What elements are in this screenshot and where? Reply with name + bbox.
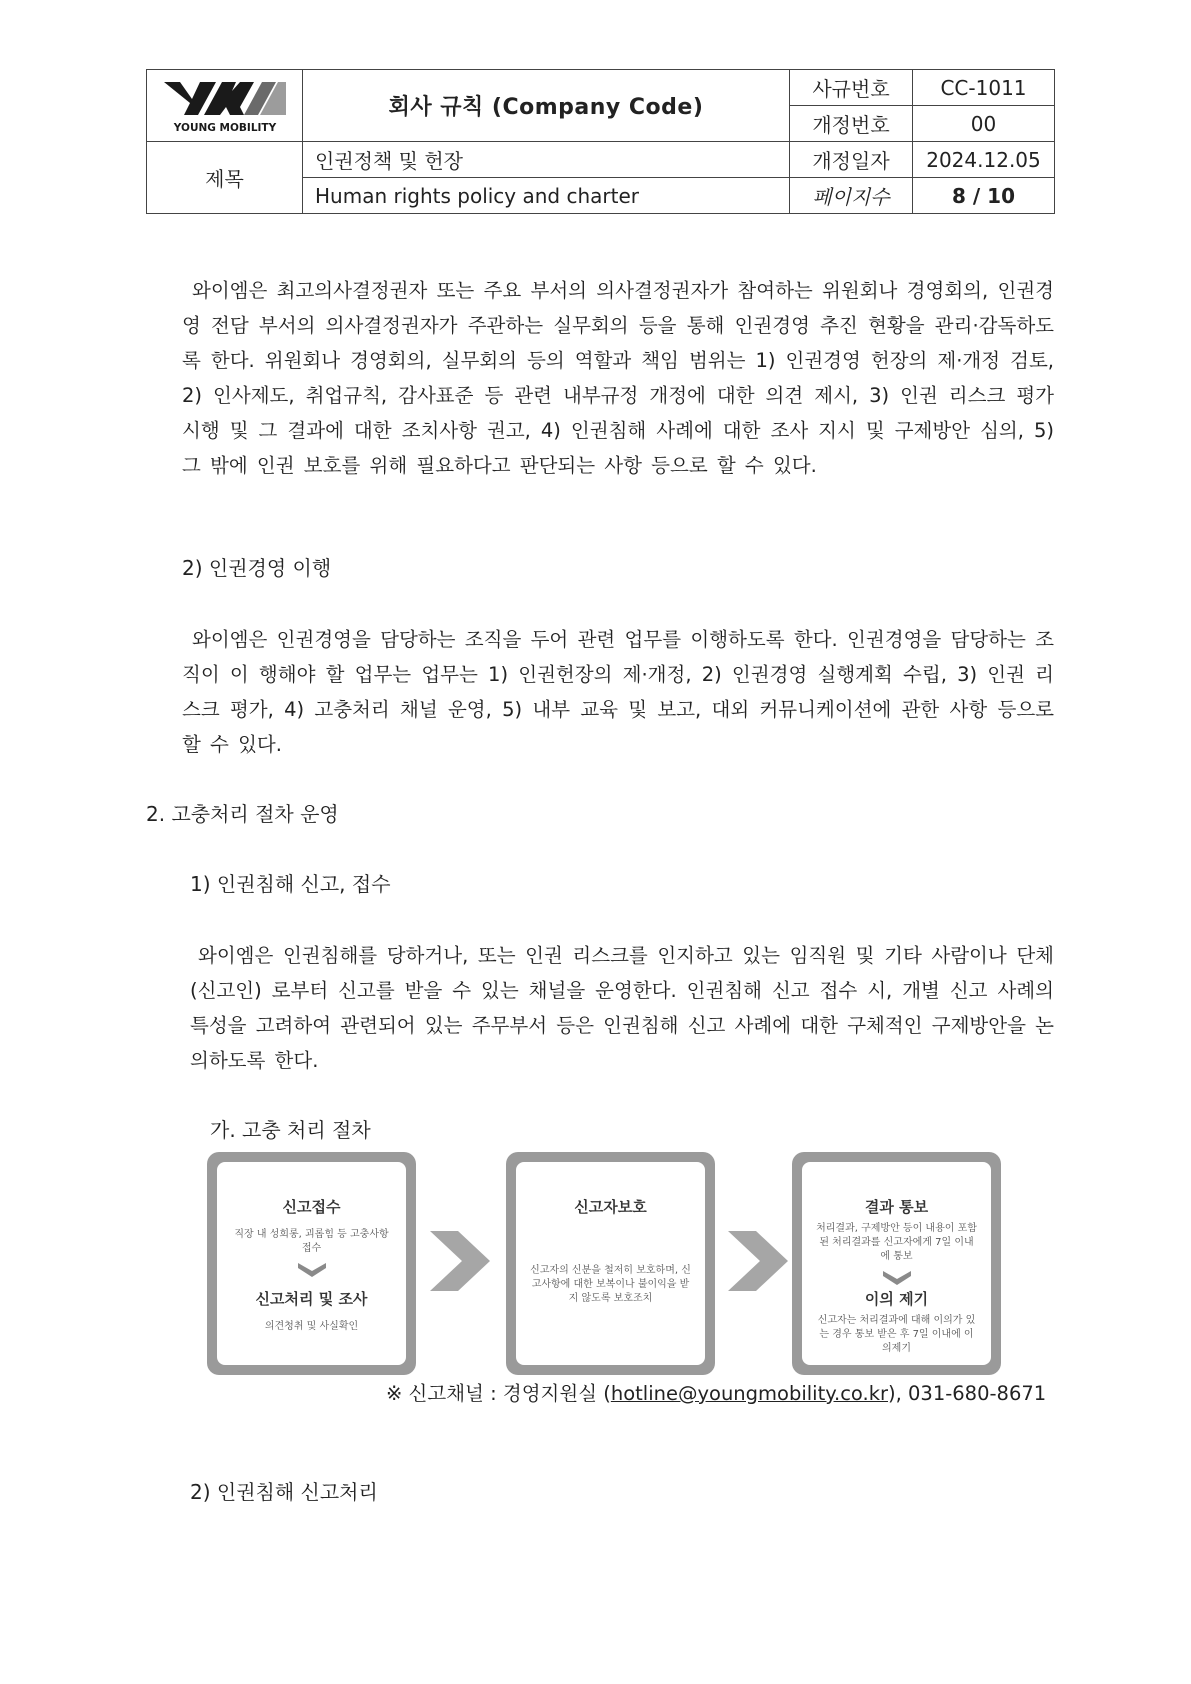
flow-arrow-right-icon [728,1231,788,1295]
flow-step-protection-title: 신고자보호 [574,1198,647,1216]
section-grievance-procedure: 2. 고충처리 절차 운영 [146,802,339,826]
flow-box-intake [207,1152,416,1375]
document-header-table [146,69,1055,214]
flow-title: 가. 고충 처리 절차 [210,1118,371,1142]
flow-arrow-right-icon [430,1231,490,1295]
note-suffix: ), 031-680-8671 [888,1382,1047,1405]
note-prefix: ※ 신고채널 : 경영지원실 ( [386,1382,611,1405]
subject-ko: 인권정책 및 헌장 [303,142,790,178]
flow-step-protection-text: 신고자의 신분을 철저히 보호하며, 신고사항에 대한 보복이나 불이익을 받지 않도록 보호조치 [530,1265,691,1304]
rule-no-value: CC-1011 [913,70,1055,106]
report-channel-note [386,1378,1046,1406]
rev-no-value: 00 [913,106,1055,142]
svg-text:YOUNG MOBILITY: YOUNG MOBILITY [173,121,276,134]
paragraph-report-intake: 와이엠은 인권침해를 당하거나, 또는 인권 리스크를 인지하고 있는 임직원 및 기타 사람이나 단체(신고인) 로부터 신고를 받을 수 있는 채널을 운영한다. 인권침해 신고 접수 시, 개별 신고 사례의 특성을 고려하여 관련되어 있는 주무부서 등은 인권침해 신고 사례에 대한 구체적인 구제방안을 논의하도록 한다. [190,944,1054,1072]
pages-value: 8 / 10 [913,178,1055,214]
flow-step-intake-text: 직장 내 성희롱, 괴롭힘 등 고충사항 접수 [234,1229,389,1254]
document-title: 회사 규칙 (Company Code) [303,70,790,142]
rev-date-value: 2024.12.05 [913,142,1055,178]
company-logo [147,70,303,142]
ym-logo-icon [160,77,290,135]
heading-report-processing: 2) 인권침해 신고처리 [190,1480,378,1504]
chevron-down-icon [802,1270,991,1289]
rule-no-label: 사규번호 [790,70,913,106]
flow-step-investigation-title: 신고처리 및 조사 [255,1290,368,1308]
flow-step-objection-title: 이의 제기 [864,1290,929,1308]
flow-box-protection [506,1152,715,1375]
subject-label: 제목 [147,142,303,214]
rev-no-label: 개정번호 [790,106,913,142]
paragraph-hr-organization: 와이엠은 인권경영을 담당하는 조직을 두어 관련 업무를 이행하도록 한다. 인권경영을 담당하는 조직이 이 행해야 할 업무는 업무는 1) 인권헌장의 제·개정, 2) 인권경영 실행계획 수립, 3) 인권 리스크 평가, 4) 고충처리 채널 운영, 5) 내부 교육 및 보고, 대외 커뮤니케이션에 관한 사항 등으로 할 수 있다. [182,628,1054,756]
flow-box-result [792,1152,1001,1375]
flow-step-intake-title: 신고접수 [282,1198,341,1216]
rev-date-label: 개정일자 [790,142,913,178]
heading-report-intake: 1) 인권침해 신고, 접수 [190,872,391,896]
flow-step-investigation-text: 의견청취 및 사실확인 [264,1321,359,1332]
chevron-down-icon [217,1262,406,1281]
hotline-email-link[interactable]: hotline@youngmobility.co.kr [610,1382,889,1405]
paragraph-governance: 와이엠은 최고의사결정권자 또는 주요 부서의 의사결정권자가 참여하는 위원회나 경영회의, 인권경영 전담 부서의 의사결정권자가 주관하는 실무회의 등을 통해 인권경영 추진 현황을 관리·감독하도록 한다. 위원회나 경영회의, 실무회의 등의 역할과 책임 범위는 1) 인권경영 헌장의 제·개정 검토, 2) 인사제도, 취업규칙, 감사표준 등 관련 내부규정 개정에 대한 의견 제시, 3) 인권 리스크 평가 시행 및 그 결과에 대한 조치사항 권고, 4) 인권침해 사례에 대한 조사 지시 및 구제방안 심의, 5) 그 밖에 인권 보호를 위해 필요하다고 판단되는 사항 등으로 할 수 있다. [182,279,1054,477]
flow-step-result-text: 처리결과, 구제방안 등이 내용이 포함된 처리결과를 신고자에게 7일 이내에 통보 [816,1223,977,1262]
flow-step-result-title: 결과 통보 [864,1198,929,1216]
subject-en: Human rights policy and charter [303,178,790,214]
pages-label: 페이지수 [790,178,913,214]
flow-step-objection-text: 신고자는 처리결과에 대해 이의가 있는 경우 통보 받은 후 7일 이내에 이의제기 [817,1315,976,1354]
heading-hr-implementation: 2) 인권경영 이행 [182,556,332,580]
